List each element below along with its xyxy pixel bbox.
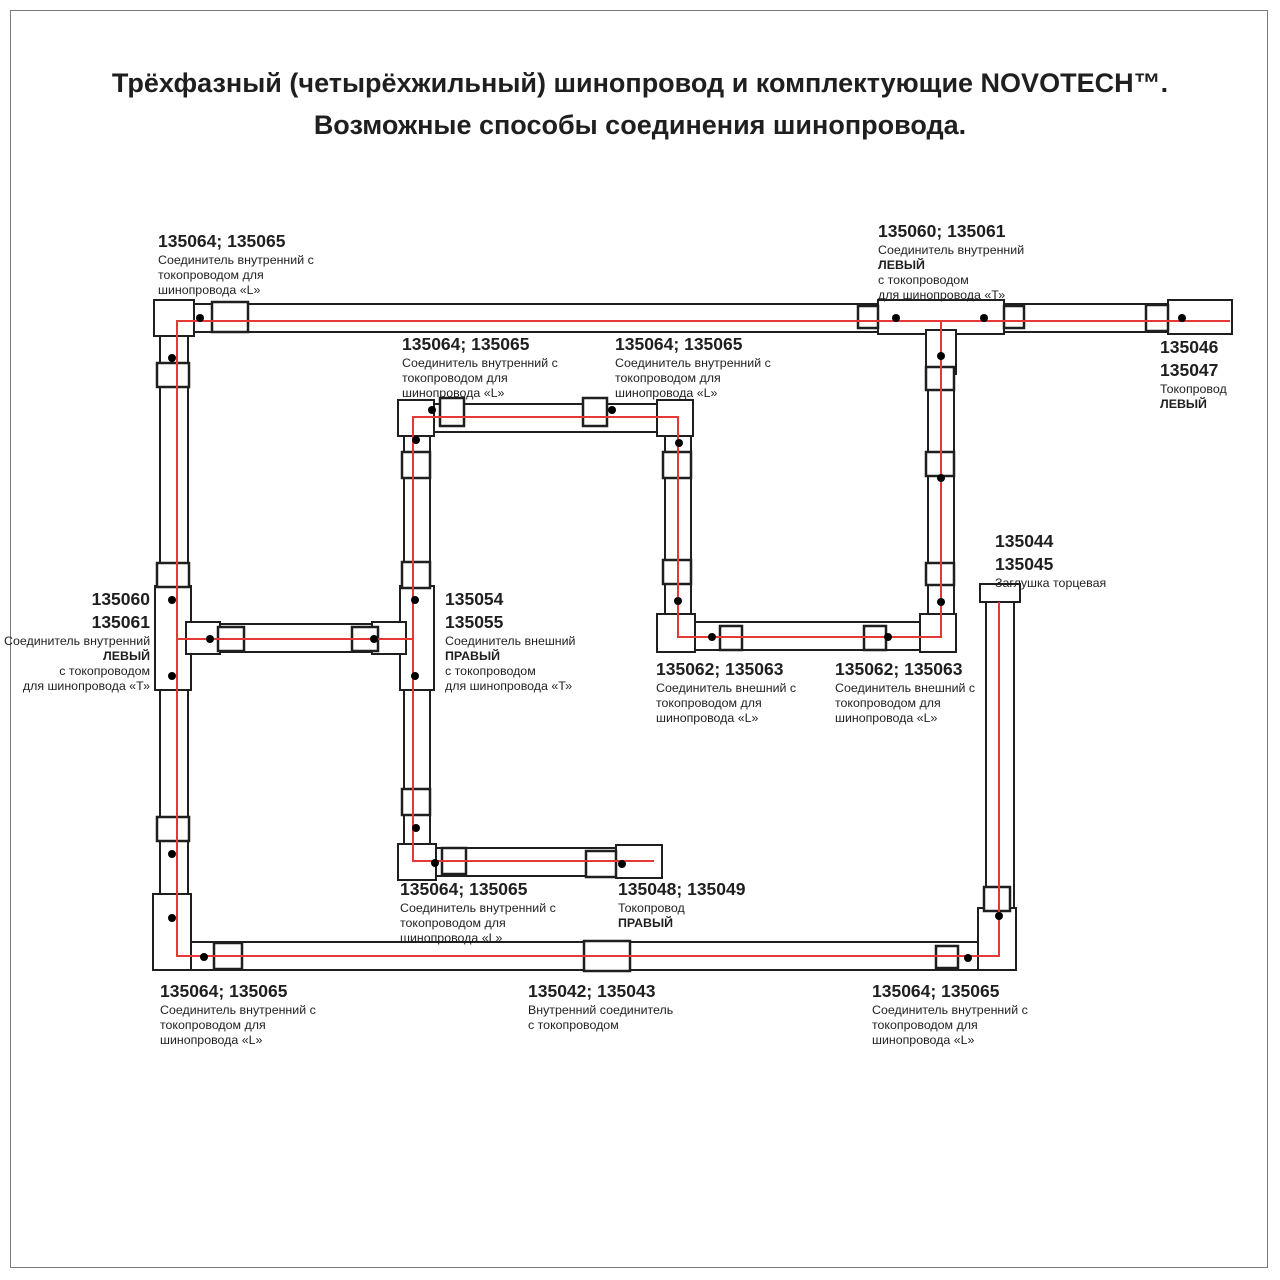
- dot: [608, 406, 616, 414]
- part-description-line: шинопровода «L»: [835, 711, 938, 725]
- part-code: 135064; 135065: [400, 879, 528, 899]
- clamp: [984, 887, 1010, 911]
- part-code: 135064; 135065: [615, 334, 743, 354]
- part-description-line: шинопровода «L»: [615, 386, 718, 400]
- part-label-inner-connector-bottom-right: [872, 980, 1028, 1048]
- part-description-line: токопроводом для: [872, 1018, 978, 1032]
- part-description-line: Соединитель внутренний с: [400, 901, 556, 915]
- clamp: [402, 789, 430, 815]
- part-description-line: Токопровод: [1160, 382, 1227, 396]
- part-label-inner-connector-mid-left: [402, 333, 558, 401]
- dot: [168, 914, 176, 922]
- dot: [370, 635, 378, 643]
- dot: [168, 354, 176, 362]
- part-description-line: Соединитель внутренний с: [872, 1003, 1028, 1017]
- part-description-line: с токопроводом: [445, 664, 536, 678]
- dot: [428, 406, 436, 414]
- clamp: [1146, 305, 1168, 331]
- page-title-line2: Возможные способы соединения шинопровода.: [313, 110, 967, 140]
- part-code: 135046: [1160, 337, 1219, 357]
- part-label-inner-connector-bottom-left: [160, 980, 316, 1048]
- part-label-feed-left: [1160, 336, 1227, 412]
- part-description-line: ЛЕВЫЙ: [878, 258, 925, 272]
- part-description-line: ПРАВЫЙ: [618, 916, 674, 930]
- part-description-line: токопроводом для: [615, 371, 721, 385]
- part-code: 135048; 135049: [618, 879, 746, 899]
- part-description-line: токопроводом для: [835, 696, 941, 710]
- part-description-line: токопроводом для: [402, 371, 508, 385]
- clamp: [583, 398, 607, 426]
- part-description-line: Соединитель внешний с: [835, 681, 976, 695]
- clamp: [1004, 306, 1024, 328]
- part-label-end-cap: [995, 530, 1106, 591]
- part-description-line: с токопроводом: [528, 1018, 619, 1032]
- feed-piece-left-top: [1168, 300, 1232, 334]
- dot: [411, 596, 419, 604]
- dot: [411, 672, 419, 680]
- part-code: 135045: [995, 554, 1054, 574]
- part-description-line: для шинопровода «Т»: [878, 288, 1006, 302]
- part-description-line: Заглушка торцевая: [995, 576, 1107, 590]
- dot: [884, 633, 892, 641]
- part-label-inner-connector-left-T: [878, 220, 1024, 303]
- dot: [412, 824, 420, 832]
- clamp: [157, 817, 189, 841]
- part-code: 135044: [995, 531, 1054, 551]
- dot: [675, 439, 683, 447]
- dot: [206, 635, 214, 643]
- dot: [995, 912, 1003, 920]
- dot: [937, 598, 945, 606]
- part-description-line: Соединитель внутренний: [4, 634, 151, 648]
- part-code: 135062; 135063: [835, 659, 963, 679]
- part-description-line: ПРАВЫЙ: [445, 649, 501, 663]
- part-label-outer-connector-right-T: [445, 588, 575, 694]
- part-code: 135060: [91, 589, 150, 609]
- corner-loop-bottom-right: [920, 614, 956, 652]
- dot: [196, 314, 204, 322]
- part-description-line: Соединитель внутренний с: [158, 253, 314, 267]
- dot: [168, 850, 176, 858]
- part-code: 135042; 135043: [528, 981, 656, 1001]
- dot: [412, 436, 420, 444]
- part-label-outer-connector-2: [835, 658, 975, 726]
- part-description-line: ЛЕВЫЙ: [1160, 397, 1207, 411]
- dot: [892, 314, 900, 322]
- part-code: 135047: [1160, 360, 1219, 380]
- part-label-inner-connector-mid-right: [615, 333, 771, 401]
- page-title-line1: Трёхфазный (четырёхжильный) шинопровод и комплектующие NOVOTECH™.: [111, 68, 1169, 98]
- clamp: [440, 398, 464, 426]
- part-label-inner-connector-left-T-side: [4, 588, 150, 694]
- part-description-line: шинопровода «L»: [402, 386, 505, 400]
- clamp: [402, 562, 430, 588]
- dot: [431, 859, 439, 867]
- part-description-line: Соединитель внутренний с: [615, 356, 771, 370]
- corner-bottom-left: [153, 894, 191, 970]
- part-code: 135055: [445, 612, 504, 632]
- part-description-line: токопроводом для: [656, 696, 762, 710]
- part-label-outer-connector-1: [656, 658, 796, 726]
- part-code: 135062; 135063: [656, 659, 784, 679]
- dot: [964, 954, 972, 962]
- part-label-inner-coupler-bottom: [528, 980, 673, 1033]
- part-description-line: Соединитель внешний с: [656, 681, 797, 695]
- part-description-line: токопроводом для: [158, 268, 264, 282]
- dot: [168, 596, 176, 604]
- dot: [937, 474, 945, 482]
- part-description-line: токопроводом для: [160, 1018, 266, 1032]
- part-description-line: шинопровода «L»: [160, 1033, 263, 1047]
- part-description-line: с токопроводом: [59, 664, 150, 678]
- part-description-line: для шинопровода «Т»: [22, 679, 150, 693]
- part-description-line: с токопроводом: [878, 273, 969, 287]
- dot: [937, 352, 945, 360]
- part-description-line: ЛЕВЫЙ: [103, 649, 150, 663]
- clamp: [858, 306, 878, 328]
- part-code: 135054: [445, 589, 504, 609]
- part-code: 135061: [91, 612, 150, 632]
- dot: [168, 672, 176, 680]
- part-description-line: для шинопровода «Т»: [445, 679, 573, 693]
- dot: [1178, 314, 1186, 322]
- part-description-line: Соединитель внутренний с: [402, 356, 558, 370]
- part-description-line: Соединитель внутренний с: [160, 1003, 316, 1017]
- part-code: 135064; 135065: [872, 981, 1000, 1001]
- dot: [674, 597, 682, 605]
- part-label-feed-right: [618, 878, 745, 931]
- clamp: [157, 563, 189, 587]
- dot: [708, 633, 716, 641]
- clamp: [157, 363, 189, 387]
- corner-loop-bottom-left: [657, 614, 695, 652]
- clamp: [212, 302, 248, 332]
- part-code: 135064; 135065: [402, 334, 530, 354]
- part-description-line: шинопровода «L»: [158, 283, 261, 297]
- part-description-line: Соединитель внутренний: [878, 243, 1025, 257]
- part-description-line: Соединитель внешний: [445, 634, 576, 648]
- part-description-line: шинопровода «L»: [656, 711, 759, 725]
- dot: [200, 953, 208, 961]
- part-description-line: шинопровода «L»: [872, 1033, 975, 1047]
- part-label-inner-connector-top-left: [158, 230, 314, 298]
- clamp: [402, 452, 430, 478]
- part-label-inner-connector-bottom: [400, 878, 556, 946]
- part-description-line: Внутренний соединитель: [528, 1003, 674, 1017]
- track-top: [160, 304, 1232, 332]
- dot: [618, 860, 626, 868]
- part-code: 135060; 135061: [878, 221, 1006, 241]
- clamp: [586, 851, 616, 877]
- part-description-line: Токопровод: [618, 901, 685, 915]
- dot: [980, 314, 988, 322]
- part-description-line: шинопровода «L»: [400, 931, 503, 945]
- part-description-line: токопроводом для: [400, 916, 506, 930]
- part-code: 135064; 135065: [158, 231, 286, 251]
- corner-top-left: [154, 300, 194, 336]
- part-code: 135064; 135065: [160, 981, 288, 1001]
